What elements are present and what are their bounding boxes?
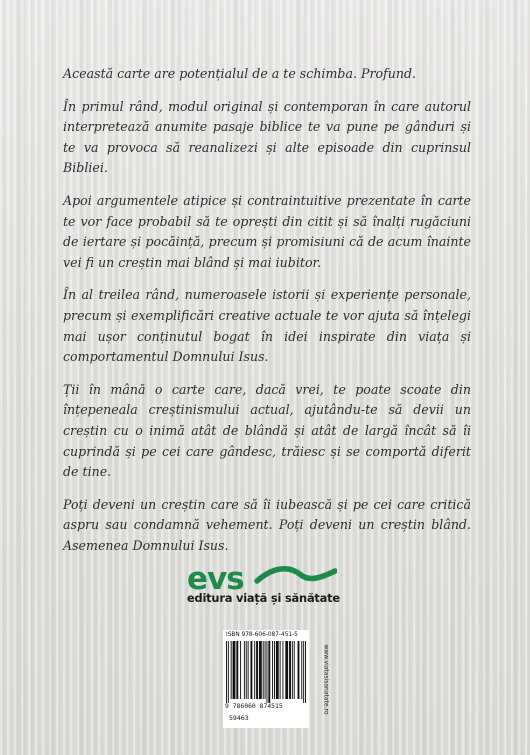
barcode-bar: [265, 641, 266, 699]
barcode-bar: [266, 641, 267, 703]
barcode-label: [223, 630, 309, 728]
price-code: 59463: [229, 715, 249, 722]
blurb-paragraph: Poți deveni un creștin care să îi iubească și pe cei care critică aspru sau condamnă vehement. Poți deveni un creștin blând. Asemenea Domnului Isus.: [63, 496, 471, 553]
logo-wordmark: evs: [187, 563, 244, 593]
blurb-paragraph: Această carte are potențialul de a te schimba. Profund.: [63, 66, 417, 81]
barcode-bar: [305, 641, 306, 703]
barcode-digits: 9 786060 874515: [225, 702, 283, 710]
barcode-bar: [236, 641, 238, 699]
barcode-bar: [246, 641, 247, 699]
barcode-bar: [268, 641, 270, 703]
back-cover-blurb: [63, 64, 471, 568]
barcode-bar: [282, 641, 283, 699]
barcode-bar: [263, 641, 264, 699]
barcode-bar: [292, 641, 293, 699]
barcode-bar: [256, 641, 258, 699]
website-text: www.viatasisanatate.ro: [322, 644, 330, 715]
logo-wave-icon: [257, 569, 335, 581]
publisher-logo: [187, 563, 340, 611]
barcode-bar: [254, 641, 255, 699]
barcode-bar: [276, 641, 279, 699]
barcode-bar: [301, 641, 302, 699]
barcode-bar: [303, 641, 304, 703]
barcode-icon: [226, 641, 306, 703]
barcode-bar: [250, 641, 252, 699]
isbn-text: ISBN 978-606-087-451-5: [226, 632, 298, 638]
barcode-bar: [244, 641, 245, 699]
blurb-paragraph: În primul rând, modul original și contemporan în care autorul interpretează anumite pasaje biblice te va pune pe gânduri și te va provoca să reanalizezi și alte episoade din cuprinsul Bibliei.: [63, 98, 471, 176]
evs-logo-icon: [187, 563, 337, 593]
barcode-bar: [228, 641, 229, 703]
barcode-bar: [294, 641, 295, 699]
barcode-bar: [289, 641, 291, 699]
barcode-bar: [226, 641, 227, 703]
barcode-bar: [248, 641, 249, 699]
barcode-bar: [259, 641, 262, 699]
barcode-bar: [274, 641, 275, 699]
barcode-bar: [298, 641, 300, 699]
publisher-tagline: editura viață și sănătate: [187, 591, 340, 605]
barcode-bar: [272, 641, 273, 699]
publisher-website: [320, 634, 332, 730]
blurb-paragraph: În al treilea rând, numeroasele istorii și experiențe personale, precum și exemplificări creative actuale te vor ajuta să înțelegi mai ușor conținutul bogat în idei inspirate din viața și comportamentul Domnului Isus.: [63, 287, 471, 365]
barcode-bar: [233, 641, 236, 699]
barcode-bar: [280, 641, 281, 699]
barcode-bar: [285, 641, 288, 699]
barcode-bar: [231, 641, 232, 699]
blurb-paragraph: Apoi argumentele atipice și contraintuitive prezentate în carte te vor face probabil să te oprești din citit și să înalți rugăciuni de iertare și pocăință, precum și promisiuni că de acum înainte vei fi un creștin mai blând și mai iubitor.: [63, 192, 471, 270]
barcode-bar: [240, 641, 241, 699]
blurb-paragraph: Ții în mână o carte care, dacă vrei, te poate scoate din înțepeneala creștinismului actual, ajutându-te să devii un creștin cu o inimă atât de blândă și atât de largă încât să îi cuprindă și pe cei care gândesc, trăiesc și se comportă diferit de tine.: [63, 381, 471, 480]
